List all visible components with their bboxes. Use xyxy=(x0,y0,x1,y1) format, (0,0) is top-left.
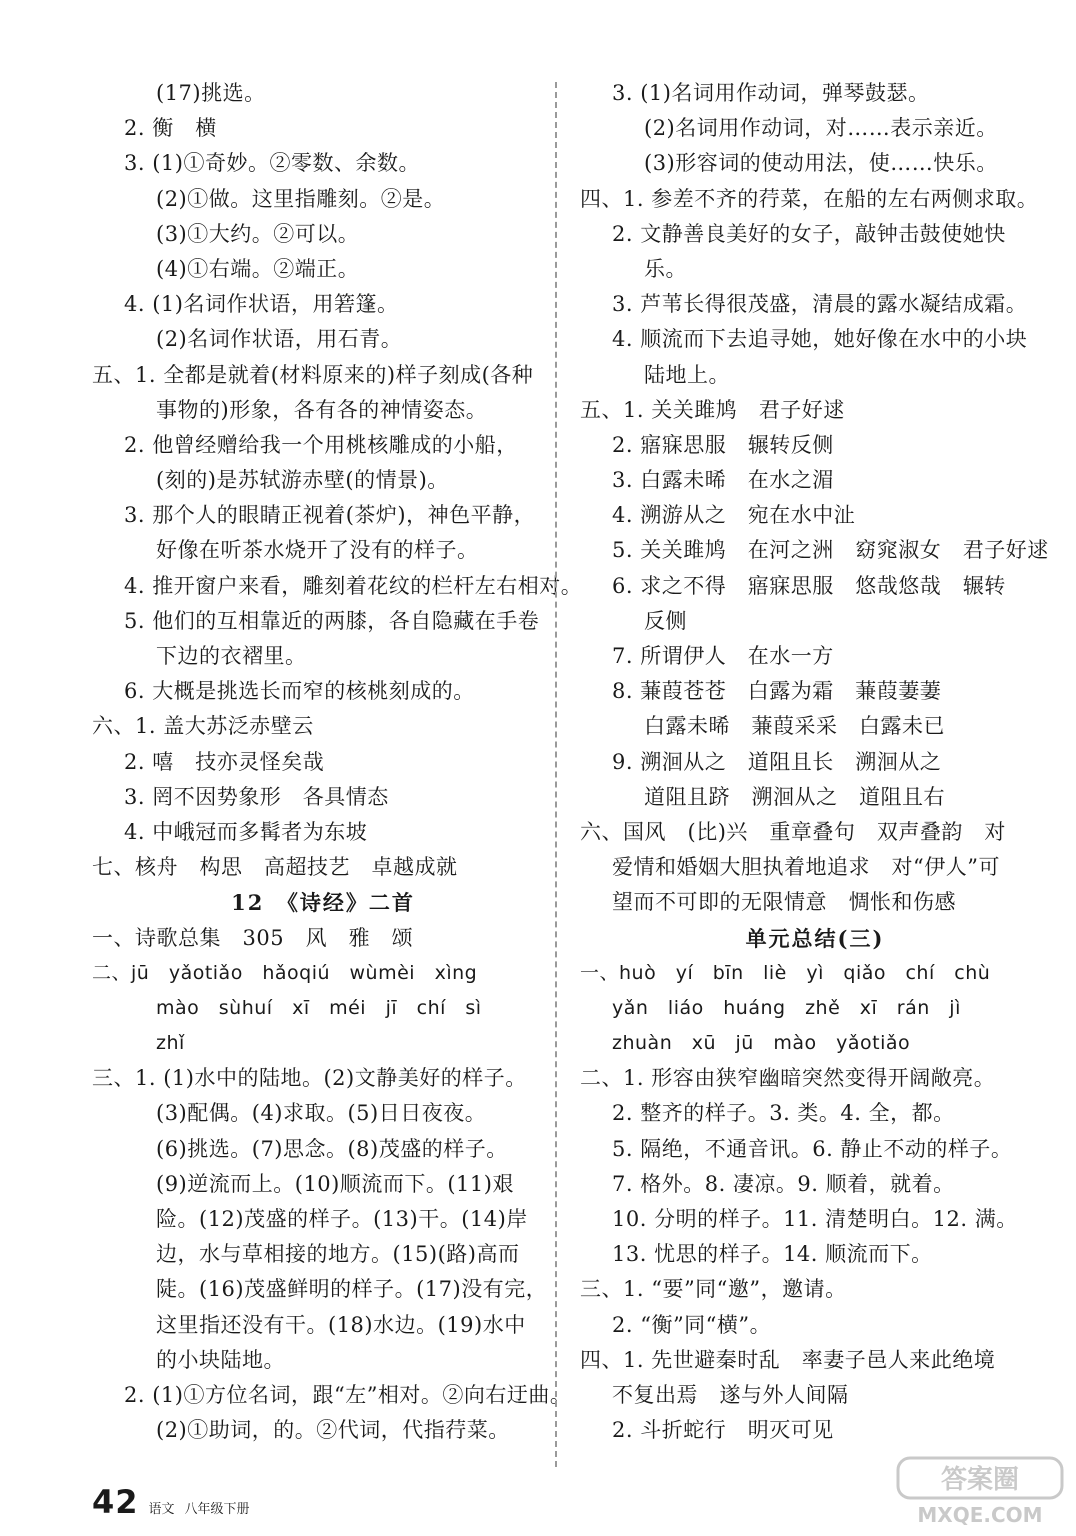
answer-line: 七、核舟 构思 高超技艺 卓越成就 xyxy=(92,855,458,880)
answer-line: 6. 求之不得 寤寐思服 悠哉悠哉 辗转 xyxy=(612,573,1006,598)
answer-line: 陆地上。 xyxy=(644,362,730,387)
page-number: 42 xyxy=(92,1483,139,1521)
answer-line: 2. (1)①方位名词，跟“左”相对。②向右迂曲。 xyxy=(124,1382,572,1407)
svg-text:答案圈: 答案圈 xyxy=(940,1465,1020,1495)
answer-line: 3. 白露未晞 在水之湄 xyxy=(612,468,834,493)
answer-line: 3. 那个人的眼睛正视着(茶炉)，神色平静， xyxy=(124,503,536,528)
answer-line: (2)①助词，的。②代词，代指荇菜。 xyxy=(156,1418,510,1443)
answer-line: 五、1. 关关雎鸠 君子好逑 xyxy=(580,397,845,422)
answer-line: 六、国风 (比)兴 重章叠句 双声叠韵 对 xyxy=(580,819,1006,844)
answer-line: 事物的)形象，各有各的神情姿态。 xyxy=(156,397,488,422)
answer-line: (3)形容词的使动用法，使……快乐。 xyxy=(644,151,998,176)
answer-line: 不复出焉 遂与外人间隔 xyxy=(612,1382,849,1407)
answer-line: 2. 他曾经赠给我一个用桃核雕成的小船， xyxy=(124,432,518,457)
answer-line: 2. “衡”同“横”。 xyxy=(612,1312,772,1337)
answer-line: 4. 推开窗户来看，雕刻着花纹的栏杆左右相对。 xyxy=(124,573,583,598)
answer-line: 乐。 xyxy=(644,256,687,281)
answer-line: 四、1. 参差不齐的荇菜，在船的左右两侧求取。 xyxy=(580,186,1039,211)
page-footer xyxy=(92,1483,250,1521)
answer-line: 10. 分明的样子。11. 清楚明白。12. 满。 xyxy=(612,1207,1018,1231)
answer-line: 6. 大概是挑选长而窄的核桃刻成的。 xyxy=(124,679,475,704)
answer-line: 3. 芦苇长得很茂盛，清晨的露水凝结成霜。 xyxy=(612,292,1028,317)
answer-line: 2. 衡 横 xyxy=(124,116,217,141)
answer-line: 3. 罔不因势象形 各具情态 xyxy=(124,784,389,809)
answer-line: yǎn liáo huáng zhě xī rán jì xyxy=(612,996,961,1019)
answer-line: 13. 忧思的样子。14. 顺流而下。 xyxy=(612,1242,933,1267)
answer-line: 四、1. 先世避秦时乱 率妻子邑人来此绝境 xyxy=(580,1347,996,1372)
answer-line: 险。(12)茂盛的样子。(13)干。(14)岸 xyxy=(156,1207,528,1231)
answer-line: 5. 关关雎鸠 在河之洲 窈窕淑女 君子好逑 xyxy=(612,538,1049,563)
answer-line: 这里指还没有干。(18)水边。(19)水中 xyxy=(156,1312,526,1337)
answer-line: 一、诗歌总集 305 风 雅 颂 xyxy=(92,925,414,950)
answer-line: 五、1. 全都是就着(材料原来的)样子刻成(各种 xyxy=(92,362,534,387)
answer-line: 4. 顺流而下去追寻她，她好像在水中的小块 xyxy=(612,327,1028,352)
answer-line: 陡。(16)茂盛鲜明的样子。(17)没有完， xyxy=(156,1277,548,1302)
grade-label: 八年级下册 xyxy=(184,1502,250,1517)
answer-line: 2. 寤寐思服 辗转反侧 xyxy=(612,432,834,457)
answer-line: 5. 他们的互相靠近的两膝，各自隐藏在手卷 xyxy=(124,608,540,633)
answer-line: (9)逆流而上。(10)顺流而下。(11)艰 xyxy=(156,1171,514,1196)
answer-line: (3)①大约。②可以。 xyxy=(156,221,360,246)
left-column xyxy=(92,76,583,1448)
answer-line: (3)配偶。(4)求取。(5)日日夜夜。 xyxy=(156,1101,487,1126)
answer-line: 一、huò yí bīn liè yì qiǎo chí chù xyxy=(580,961,991,984)
answer-line: 二、jū yǎotiǎo hǎoqiú wùmèi xìng xyxy=(92,961,478,984)
answer-line: 4. 溯游从之 宛在水中沚 xyxy=(612,503,856,528)
answer-line: (17)挑选。 xyxy=(156,81,266,105)
answer-line: 8. 蒹葭苍苍 白露为霜 蒹葭萋萋 xyxy=(612,679,942,704)
watermark-logo xyxy=(896,1454,1064,1528)
section-heading: 12 《诗经》二首 xyxy=(231,890,415,916)
answer-line: zhuàn xū jū mào yǎotiǎo xyxy=(612,1032,911,1055)
answer-line: 反侧 xyxy=(644,608,687,633)
answer-line: 的小块陆地。 xyxy=(156,1347,285,1372)
answer-line: 三、1. (1)水中的陆地。(2)文静美好的样子。 xyxy=(92,1066,527,1091)
section-heading: 单元总结(三) xyxy=(745,925,885,951)
answer-line: (4)①右端。②端正。 xyxy=(156,256,360,281)
answer-line: zhǐ xyxy=(156,1032,185,1055)
svg-text:MXQE.COM: MXQE.COM xyxy=(917,1503,1043,1527)
answer-line: 3. (1)名词用作动词，弹琴鼓瑟。 xyxy=(612,81,930,105)
answer-line: 二、1. 形容由狭窄幽暗突然变得开阔敞亮。 xyxy=(580,1066,996,1091)
answer-line: 白露未晞 蒹葭采采 白露未已 xyxy=(644,714,945,739)
answer-line: 2. 嘻 技亦灵怪矣哉 xyxy=(124,749,325,774)
answer-line: (2)名词用作动词，对……表示亲近。 xyxy=(644,116,998,141)
answer-line: 4. 中峨冠而多髯者为东坡 xyxy=(124,819,368,844)
answer-line: 5. 隔绝，不通音讯。6. 静止不动的样子。 xyxy=(612,1136,1013,1161)
answer-line: 4. (1)名词作状语，用箬篷。 xyxy=(124,292,399,317)
answer-line: 2. 斗折蛇行 明灭可见 xyxy=(612,1418,834,1443)
subject-label: 语文 xyxy=(148,1502,175,1517)
right-column xyxy=(580,76,1050,1448)
answer-line: 六、1. 盖大苏泛赤壁云 xyxy=(92,714,314,739)
answer-line: 好像在听茶水烧开了没有的样子。 xyxy=(156,538,479,563)
answer-line: (2)名词作状语，用石青。 xyxy=(156,327,403,352)
answer-line: 边，水与草相接的地方。(15)(路)高而 xyxy=(156,1242,520,1267)
answer-line: 下边的衣褶里。 xyxy=(156,644,307,668)
answer-line: mào sùhuí xī méi jī chí sì xyxy=(156,996,482,1019)
answer-line: 道阻且跻 溯洄从之 道阻且右 xyxy=(644,784,945,809)
answer-line: 7. 格外。8. 凄凉。9. 顺着，就着。 xyxy=(612,1171,955,1196)
answer-line: 7. 所谓伊人 在水一方 xyxy=(612,644,834,668)
answer-line: (6)挑选。(7)思念。(8)茂盛的样子。 xyxy=(156,1136,508,1161)
answer-line: (2)①做。这里指雕刻。②是。 xyxy=(156,186,446,211)
answer-line: 爱情和婚姻大胆执着地追求 对“伊人”可 xyxy=(612,855,1000,880)
answer-line: 2. 整齐的样子。3. 类。4. 全，都。 xyxy=(612,1101,955,1126)
answer-line: 三、1. “要”同“邀”，邀请。 xyxy=(580,1277,847,1302)
answer-line: 2. 文静善良美好的女子，敲钟击鼓使她快 xyxy=(612,221,1006,246)
answer-line: 3. (1)①奇妙。②零数、余数。 xyxy=(124,151,420,176)
answer-line: (刻的)是苏轼游赤壁(的情景)。 xyxy=(156,468,449,493)
column-divider xyxy=(555,82,557,1467)
answer-line: 9. 溯洄从之 道阻且长 溯洄从之 xyxy=(612,749,942,774)
answer-line: 望而不可即的无限情意 惆怅和伤感 xyxy=(612,890,956,915)
